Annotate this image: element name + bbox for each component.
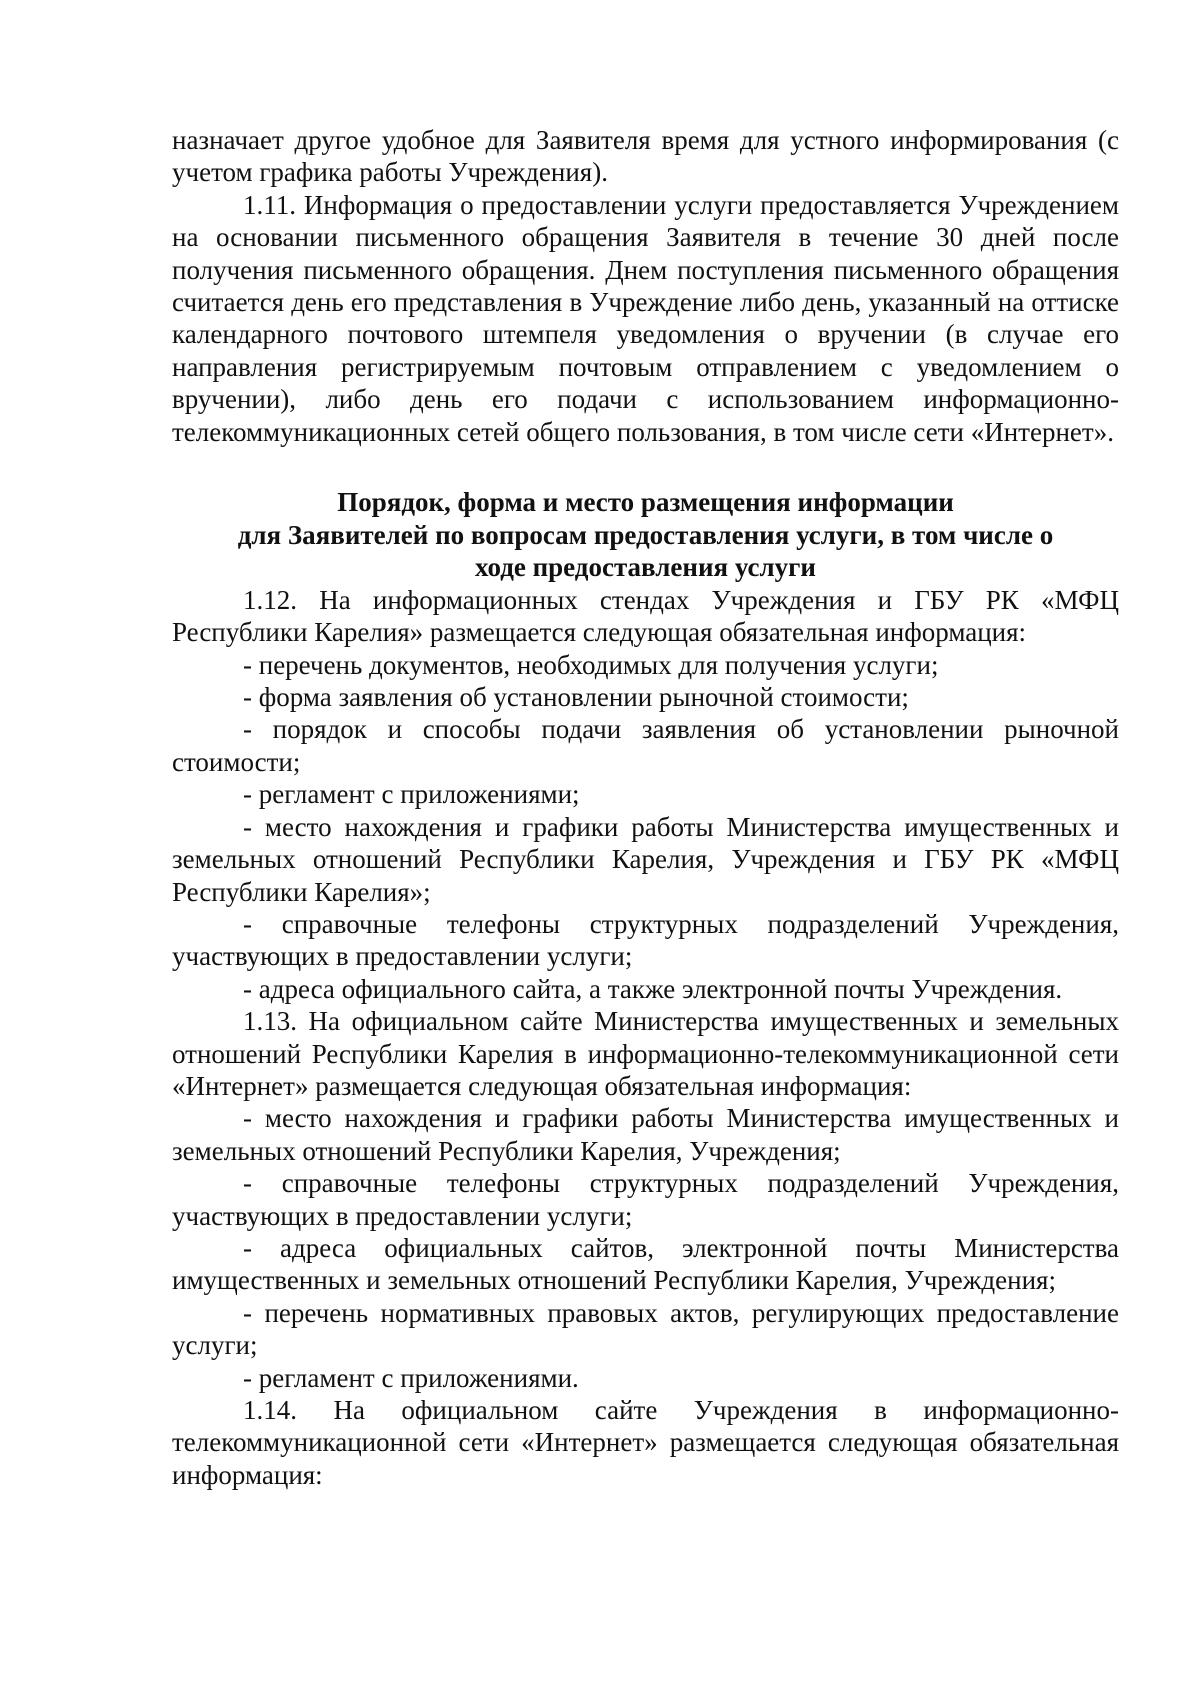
document-page (172, 124, 1119, 1491)
list-item: - регламент с приложениями; (243, 779, 580, 810)
heading-line: для Заявителей по вопросам предоставления услуги, в том числе о (237, 519, 1054, 550)
list-item: - справочные телефоны структурных подразделений Учреждения, участвующих в предоставлении услуги; (172, 1168, 1119, 1231)
list-item: - адреса официальных сайтов, электронной почты Министерства имущественных и земельных отношений Республики Карелия, Учреждения; (172, 1232, 1119, 1296)
paragraph-continuation: назначает другое удобное для Заявителя время для устного информирования (с учетом графика работы Учреждения). (172, 125, 1119, 188)
list-item: - перечень нормативных правовых актов, регулирующих предоставление услуги; (172, 1297, 1119, 1361)
list-item: - порядок и способы подачи заявления об установлении рыночной стоимости; (172, 714, 1119, 777)
heading-line: ходе предоставления услуги (475, 552, 816, 583)
list-item: - форма заявления об установлении рыночной стоимости; (243, 682, 909, 713)
list-item: - место нахождения и графики работы Министерства имущественных и земельных отношений Республики Карелия, Учреждения и ГБУ РК «МФЦ Республики Карелия»; (172, 811, 1119, 907)
list-item: - справочные телефоны структурных подразделений Учреждения, участвующих в предоставлении услуги; (172, 908, 1119, 972)
paragraph-1-11: 1.11. Информация о предоставлении услуги предоставляется Учреждением на основании письменного обращения Заявителя в течение 30 дней после получения письменного обращения. Днем поступления письменного обращения считается день его представления в Учреждение либо день, указанный на оттиске календарного почтового штемпеля уведомления о вручении (в случае его направления регистрируемым почтовым отправлением с уведомлением о вручении), либо день его подачи с использованием информационно-телекоммуникационных сетей общего пользования, в том числе сети «Интернет». (172, 189, 1119, 447)
paragraph-1-13: 1.13. На официальном сайте Министерства имущественных и земельных отношений Республики Карелия в информационно-телекоммуникационной сети «Интернет» размещается следующая обязательная информация: (172, 1006, 1119, 1101)
paragraph-1-12: 1.12. На информационных стендах Учреждения и ГБУ РК «МФЦ Республики Карелия» размещается следующая обязательная информация: (172, 584, 1119, 648)
paragraph-1-14: 1.14. На официальном сайте Учреждения в информационно-телекоммуникационной сети «Интернет» размещается следующая обязательная информация: (172, 1395, 1119, 1490)
heading-line: Порядок, форма и место размещения информации (337, 487, 954, 518)
list-item: - перечень документов, необходимых для получения услуги; (243, 649, 939, 680)
list-item: - место нахождения и графики работы Министерства имущественных и земельных отношений Республики Карелия, Учреждения; (172, 1103, 1119, 1166)
section-heading (172, 486, 1119, 584)
list-item: - адреса официального сайта, а также электронной почты Учреждения. (243, 973, 1063, 1004)
list-item: - регламент с приложениями. (243, 1362, 579, 1393)
